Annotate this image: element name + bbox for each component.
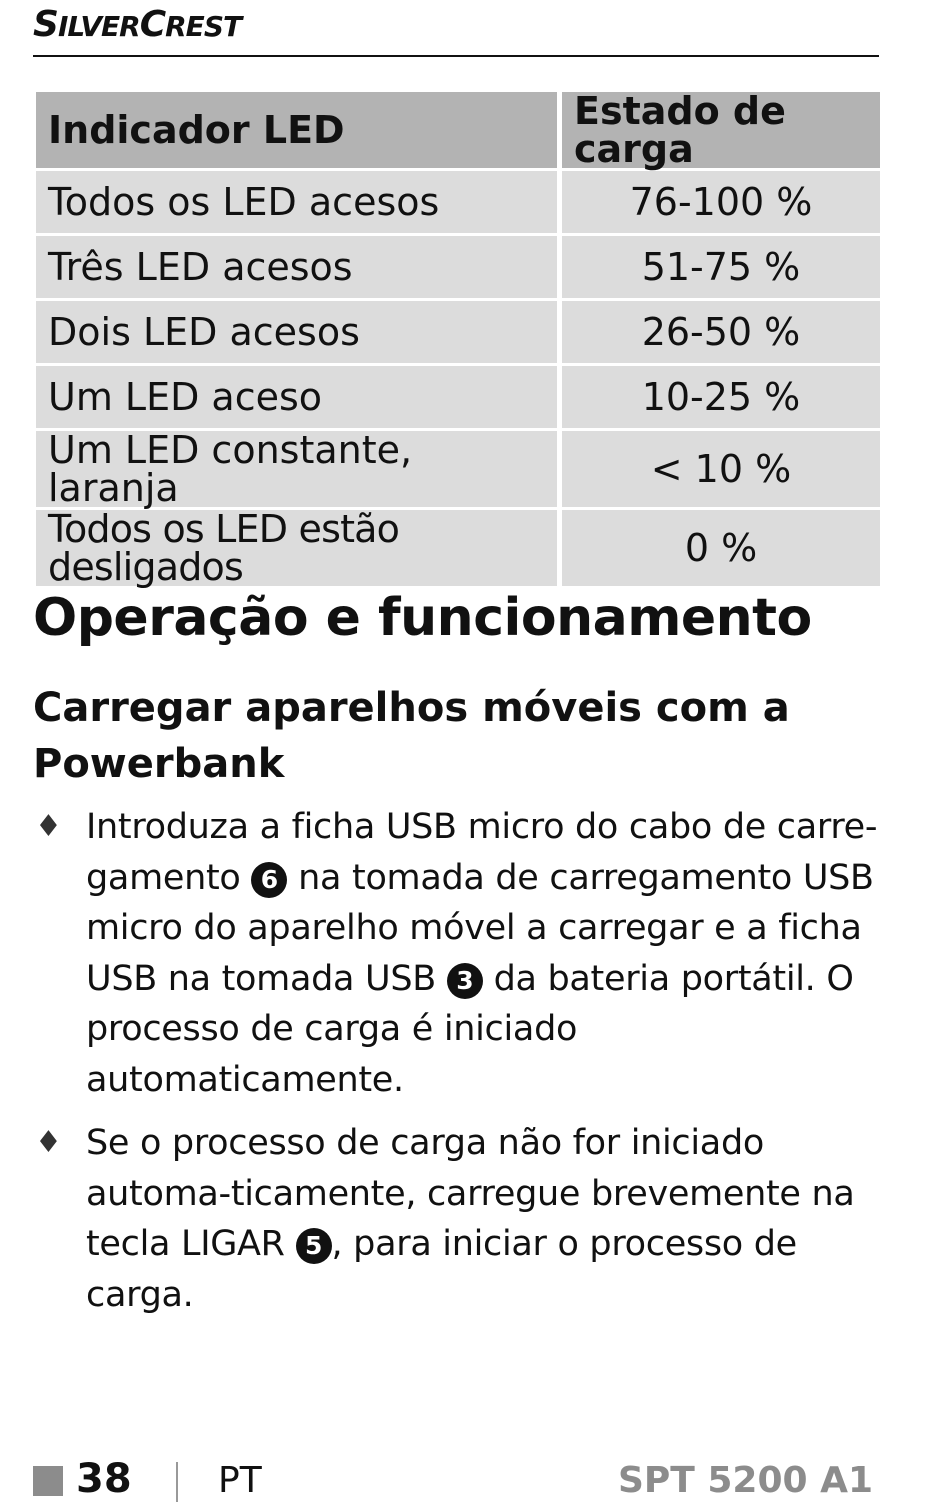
instruction-list: [33, 802, 893, 1333]
led-cell: Um LED aceso: [36, 366, 557, 428]
brand-text-ilver: ILVER: [57, 10, 140, 43]
table-header-row: [36, 92, 880, 168]
table-row: [36, 301, 880, 363]
reference-number-5: 5: [296, 1228, 332, 1264]
column-header-charge: Estado de carga: [557, 92, 880, 168]
table-row: [36, 510, 880, 586]
column-header-led: Indicador LED: [36, 92, 557, 168]
charge-cell: 0 %: [557, 510, 880, 586]
charge-cell: 10-25 %: [557, 366, 880, 428]
footer-divider: [176, 1462, 178, 1502]
instruction-text: Se o processo de carga não for iniciado automa-ticamente, carregue brevemente na tecla LIGAR: [86, 1123, 855, 1264]
brand-letter-s: S: [33, 4, 58, 45]
led-status-table: [36, 89, 880, 589]
instruction-text: Introduza a ficha USB micro do cabo de carre-gamento: [86, 807, 878, 898]
charge-cell: 76-100 %: [557, 171, 880, 233]
led-cell: Todos os LED estão desligados: [36, 510, 557, 586]
brand-text-rest: REST: [165, 10, 242, 43]
table-row: [36, 431, 880, 507]
section-title: Operação e funcionamento: [33, 588, 812, 648]
page-number: 38: [76, 1456, 132, 1502]
reference-number-6: 6: [251, 862, 287, 898]
model-number: SPT 5200 A1: [617, 1460, 873, 1501]
diamond-bullet-icon: ♦: [35, 1125, 62, 1160]
instruction-text: na tomada de carregamento USB micro do aparelho móvel a carregar e a ficha USB na tomada USB: [86, 857, 874, 999]
brand-letter-c: C: [139, 4, 166, 45]
diamond-bullet-icon: ♦: [35, 809, 62, 844]
reference-number-3: 3: [447, 963, 483, 999]
list-item: [33, 802, 893, 1105]
instruction-text: , para iniciar o processo de carga.: [86, 1224, 797, 1315]
instruction-text: da bateria portátil. O processo de carga é iniciado automaticamente.: [86, 958, 854, 1100]
table-row: [36, 171, 880, 233]
charge-cell: 51-75 %: [557, 236, 880, 298]
table-row: [36, 366, 880, 428]
footer-square-icon: [33, 1466, 63, 1496]
brand-logo: [33, 4, 241, 45]
table-row: [36, 236, 880, 298]
subsection-title: Carregar aparelhos móveis com a Powerbank: [33, 685, 790, 787]
led-cell: Todos os LED acesos: [36, 171, 557, 233]
charge-cell: 26-50 %: [557, 301, 880, 363]
list-item: [33, 1118, 893, 1320]
led-cell: Dois LED acesos: [36, 301, 557, 363]
led-cell: Três LED acesos: [36, 236, 557, 298]
language-code: PT: [218, 1460, 262, 1501]
header-divider: [33, 55, 879, 57]
led-cell: Um LED constante, laranja: [36, 431, 557, 507]
charge-cell: < 10 %: [557, 431, 880, 507]
